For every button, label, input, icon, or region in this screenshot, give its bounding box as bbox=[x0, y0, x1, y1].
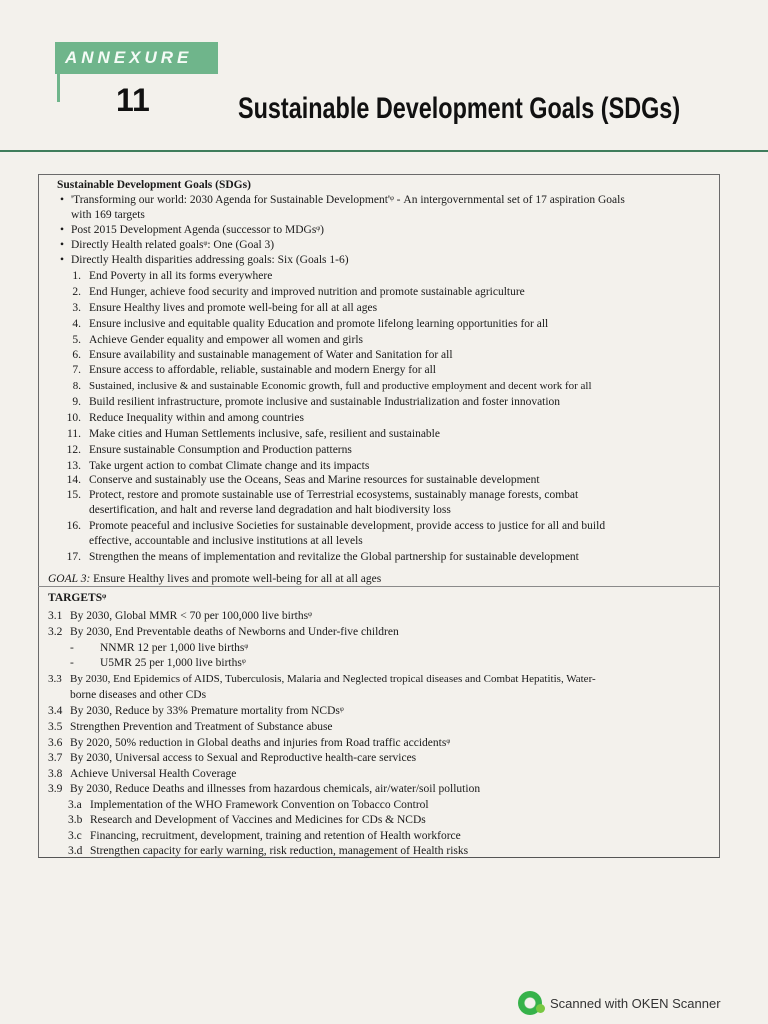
goal-text: Ensure access to affordable, reliable, sustainable and modern Energy for all bbox=[89, 364, 436, 376]
target-item-continuation bbox=[48, 688, 206, 702]
goal-text: Ensure Healthy lives and promote well-being for all at all ages bbox=[89, 302, 378, 314]
target-number: 3.d bbox=[68, 845, 83, 857]
goal-number: 9. bbox=[72, 396, 81, 408]
box-title: Sustainable Development Goals (SDGs) bbox=[57, 179, 251, 191]
goal3-text: Ensure Healthy lives and promote well-being for all at all ages bbox=[93, 573, 382, 585]
bullet-continuation: with 169 targets bbox=[71, 209, 145, 221]
target-subitem bbox=[70, 656, 246, 670]
goal-item bbox=[57, 473, 540, 487]
goal-number: 2. bbox=[72, 286, 81, 298]
goal-text: desertification, and halt and reverse land degradation and halt biodiversity loss bbox=[89, 504, 451, 516]
target-text: By 2030, Reduce Deaths and illnesses from hazardous chemicals, air/water/soil pollution bbox=[70, 783, 481, 795]
goal-item bbox=[57, 411, 304, 425]
target-text: Achieve Universal Health Coverage bbox=[70, 768, 237, 780]
target-text: By 2030, End Epidemics of AIDS, Tuberculosis, Malaria and Neglected tropical diseases and Combat Hepatitis, Water- bbox=[70, 673, 596, 685]
target-text: Strengthen capacity for early warning, risk reduction, management of Health risks bbox=[90, 845, 469, 857]
scanner-watermark bbox=[518, 991, 721, 1015]
goal-number: 16. bbox=[66, 520, 81, 532]
goal-text: Strengthen the means of implementation and revitalize the Global partnership for sustainable development bbox=[89, 551, 579, 563]
target-item bbox=[48, 736, 450, 750]
goal-item bbox=[57, 333, 363, 347]
target-number: 3.5 bbox=[48, 721, 63, 733]
target-item bbox=[48, 625, 399, 639]
target-item bbox=[48, 782, 480, 796]
goal-item bbox=[57, 348, 453, 362]
goal-number: 3. bbox=[72, 302, 81, 314]
goal-text: Make cities and Human Settlements inclusive, safe, resilient and sustainable bbox=[89, 428, 440, 440]
goal-number: 13. bbox=[66, 460, 81, 472]
target-item bbox=[48, 672, 596, 686]
targets-heading: TARGETSᵠ bbox=[48, 592, 107, 604]
target-number: 3.1 bbox=[48, 610, 63, 622]
goal-item bbox=[57, 363, 436, 377]
target-text: Implementation of the WHO Framework Convention on Tobacco Control bbox=[90, 799, 429, 811]
goal-text: Achieve Gender equality and empower all women and girls bbox=[89, 334, 363, 346]
target-number: 3.a bbox=[68, 799, 82, 811]
goal3-heading bbox=[48, 572, 381, 586]
scanner-watermark-text: Scanned with OKEN Scanner bbox=[550, 995, 721, 1011]
goal-item bbox=[57, 519, 605, 533]
goal3-label: GOAL 3: bbox=[48, 573, 91, 585]
goal-text: End Hunger, achieve food security and improved nutrition and promote sustainable agriculture bbox=[89, 286, 525, 298]
goal-text: effective, accountable and inclusive institutions at all levels bbox=[89, 535, 363, 547]
target-item bbox=[48, 767, 236, 781]
goal-item-continuation bbox=[57, 534, 363, 548]
target-text: U5MR 25 per 1,000 live birthsᵠ bbox=[100, 657, 246, 669]
target-item bbox=[48, 609, 312, 623]
target-dash: - bbox=[70, 642, 74, 654]
annexure-label: ANNEXURE bbox=[55, 42, 218, 74]
target-item bbox=[48, 751, 416, 765]
target-number: 3.2 bbox=[48, 626, 63, 638]
target-number: 3.6 bbox=[48, 737, 63, 749]
target-number: 3.3 bbox=[48, 673, 62, 685]
goal-text: Take urgent action to combat Climate change and its impacts bbox=[89, 460, 370, 472]
target-subitem bbox=[70, 641, 248, 655]
goal-item bbox=[57, 395, 560, 409]
target-text: borne diseases and other CDs bbox=[70, 689, 207, 701]
goal-text: Build resilient infrastructure, promote inclusive and sustainable Industrialization and foster innovation bbox=[89, 396, 561, 408]
target-number: 3.b bbox=[68, 814, 83, 826]
goal-number: 6. bbox=[72, 349, 81, 361]
target-number: 3.4 bbox=[48, 705, 63, 717]
goal-text: Protect, restore and promote sustainable use of Terrestrial ecosystems, sustainably manage forests, combat bbox=[89, 489, 579, 501]
goal-number: 1. bbox=[72, 270, 81, 282]
target-number: 3.8 bbox=[48, 768, 63, 780]
goal-item bbox=[57, 443, 352, 457]
goal-item bbox=[57, 488, 578, 502]
goal-item bbox=[57, 379, 592, 393]
goal-item bbox=[57, 285, 525, 299]
target-text: Strengthen Prevention and Treatment of Substance abuse bbox=[70, 721, 333, 733]
target-item bbox=[48, 704, 344, 718]
bullet-item: • Directly Health disparities addressing goals: Six (Goals 1-6) bbox=[71, 253, 349, 267]
chapter-number: 11 bbox=[116, 82, 150, 118]
goal-item bbox=[57, 269, 272, 283]
target-text: By 2030, Universal access to Sexual and Reproductive health-care services bbox=[70, 752, 417, 764]
goal-number: 15. bbox=[66, 489, 81, 501]
goal-item bbox=[57, 427, 440, 441]
goal-text: Ensure inclusive and equitable quality Education and promote lifelong learning opportunities for all bbox=[89, 318, 549, 330]
goal-item bbox=[57, 459, 369, 473]
goal-text: Ensure sustainable Consumption and Production patterns bbox=[89, 444, 352, 456]
bullet-item: • Directly Health related goalsᵠ: One (Goal 3) bbox=[71, 238, 274, 252]
target-subitem bbox=[68, 813, 426, 827]
goal-number: 17. bbox=[66, 551, 81, 563]
scanner-logo-icon bbox=[518, 991, 542, 1015]
goal-text: Promote peaceful and inclusive Societies for sustainable development, provide access to justice for all and build bbox=[89, 520, 606, 532]
target-number: 3.c bbox=[68, 830, 82, 842]
target-subitem bbox=[68, 844, 468, 858]
goal-item bbox=[57, 301, 377, 315]
target-text: By 2030, Global MMR < 70 per 100,000 live birthsᵠ bbox=[70, 610, 312, 622]
goal-text: Sustained, inclusive & and sustainable Economic growth, full and productive employment and decent work for all bbox=[89, 380, 592, 392]
target-text: Financing, recruitment, development, training and retention of Health workforce bbox=[90, 830, 461, 842]
goal-number: 10. bbox=[66, 412, 81, 424]
header-divider bbox=[0, 150, 768, 152]
target-number: 3.7 bbox=[48, 752, 63, 764]
target-text: Research and Development of Vaccines and Medicines for CDs & NCDs bbox=[90, 814, 426, 826]
goal-number: 12. bbox=[66, 444, 81, 456]
target-subitem bbox=[68, 829, 461, 843]
annexure-tag-stem bbox=[57, 74, 60, 102]
goal-number: 5. bbox=[72, 334, 81, 346]
goal-text: Reduce Inequality within and among countries bbox=[89, 412, 304, 424]
target-item bbox=[48, 720, 333, 734]
goal-number: 14. bbox=[66, 474, 81, 486]
target-text: By 2030, End Preventable deaths of Newborns and Under-five children bbox=[70, 626, 399, 638]
goal-text: Conserve and sustainably use the Oceans, Seas and Marine resources for sustainable development bbox=[89, 474, 540, 486]
target-text: By 2020, 50% reduction in Global deaths and injuries from Road traffic accidentsᵠ bbox=[70, 737, 451, 749]
target-dash: - bbox=[70, 657, 74, 669]
goal-number: 8. bbox=[72, 380, 81, 392]
goal-item bbox=[57, 317, 548, 331]
goal-item bbox=[57, 550, 579, 564]
target-subitem bbox=[68, 798, 429, 812]
target-text: By 2030, Reduce by 33% Premature mortality from NCDsᵠ bbox=[70, 705, 344, 717]
goal-text: End Poverty in all its forms everywhere bbox=[89, 270, 273, 282]
bullet-item: • Post 2015 Development Agenda (successor to MDGsᵠ) bbox=[71, 223, 324, 237]
goal-number: 7. bbox=[72, 364, 81, 376]
goal-item-continuation bbox=[57, 503, 451, 517]
chapter-title: Sustainable Development Goals (SDGs) bbox=[238, 92, 681, 125]
goal-text: Ensure availability and sustainable management of Water and Sanitation for all bbox=[89, 349, 453, 361]
target-number: 3.9 bbox=[48, 783, 63, 795]
target-text: NNMR 12 per 1,000 live birthsᵠ bbox=[100, 642, 249, 654]
box-divider bbox=[38, 586, 720, 587]
bullet-item: • 'Transforming our world: 2030 Agenda for Sustainable Development'ᵠ - An intergovernmental set of 17 aspiration Goals bbox=[71, 193, 625, 207]
goal-number: 11. bbox=[67, 428, 81, 440]
goal-number: 4. bbox=[72, 318, 81, 330]
